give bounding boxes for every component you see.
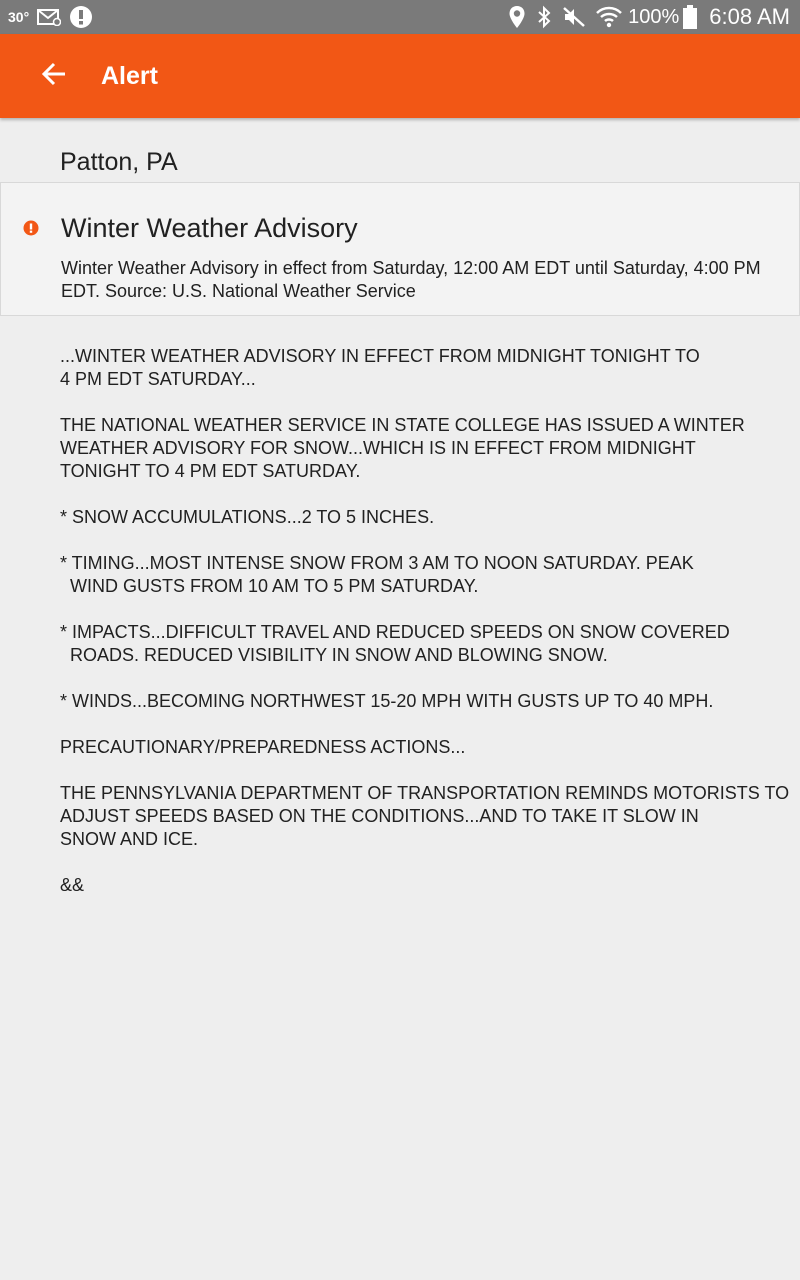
battery-icon: [683, 5, 697, 29]
battery-percent: 100%: [628, 5, 680, 28]
alert-summary: Winter Weather Advisory in effect from Saturday, 12:00 AM EDT until Saturday, 4:00 PM EDT. Source: U.S. National Weather Service: [61, 258, 761, 301]
bluetooth-icon: [536, 5, 552, 29]
location-heading: Patton, PA: [60, 148, 178, 176]
back-button[interactable]: [26, 52, 82, 100]
back-arrow-icon: [41, 62, 67, 91]
page-title: Alert: [101, 62, 158, 90]
status-bar-left: [8, 0, 93, 34]
wifi-icon: [596, 6, 622, 28]
status-clock: 6:08 AM: [709, 4, 790, 29]
alert-severity-icon: [23, 220, 39, 236]
status-bar-right: [498, 0, 790, 34]
location-icon: [508, 5, 526, 29]
alert-card: [0, 182, 800, 316]
app-bar: [0, 34, 800, 118]
mute-icon: [562, 6, 586, 28]
status-bar: [0, 0, 800, 34]
alert-title: Winter Weather Advisory: [61, 213, 358, 243]
status-temperature: 30°: [8, 9, 30, 25]
mail-icon: [37, 8, 61, 26]
alert-body-text: ...WINTER WEATHER ADVISORY IN EFFECT FROM MIDNIGHT TONIGHT TO 4 PM EDT SATURDAY... THE NATIONAL WEATHER SERVICE IN STATE COLLEGE HAS ISSUED A WINTER WEATHER ADVISORY FOR SNOW...WHICH IS IN EFFECT FROM MIDNIGHT TONIGHT TO 4 PM EDT SATURDAY. * SNOW ACCUMULATIONS...2 TO 5 INCHES. * TIMING...MOST INTENSE SNOW FROM 3 AM TO NOON SATURDAY. PEAK WIND GUSTS FROM 10 AM TO 5 PM SATURDAY. * IMPACTS...DIFFICULT TRAVEL AND REDUCED SPEEDS ON SNOW COVERED ROADS. REDUCED VISIBILITY IN SNOW AND BLOWING SNOW. * WINDS...BECOMING NORTHWEST 15-20 MPH WITH GUSTS UP TO 40 MPH. PRECAUTIONARY/PREPAREDNESS ACTIONS... THE PENNSYLVANIA DEPARTMENT OF TRANSPORTATION REMINDS MOTORISTS TO ADJUST SPEEDS BASED ON THE CONDITIONS...AND TO TAKE IT SLOW IN SNOW AND ICE. &&: [60, 346, 790, 895]
alert-icon: [69, 5, 93, 29]
